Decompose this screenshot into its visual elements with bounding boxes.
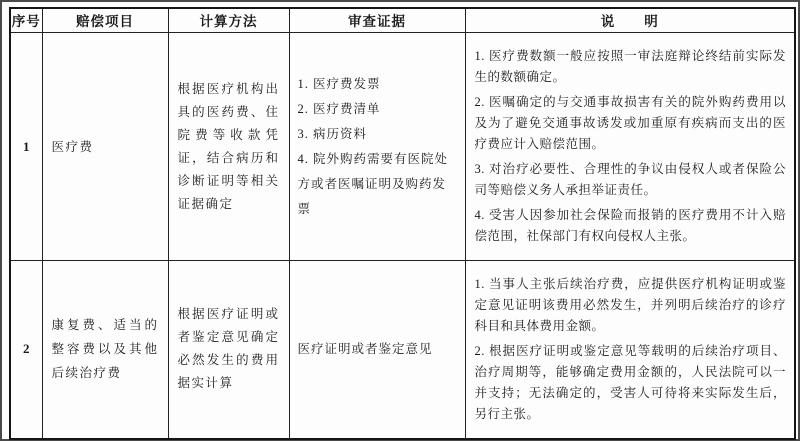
cell-notes <box>465 261 795 439</box>
evidence-list <box>298 72 457 222</box>
cell-notes <box>465 33 795 261</box>
compensation-table <box>9 7 796 440</box>
cell-compensation-item <box>42 33 168 261</box>
table-header-row <box>10 8 795 33</box>
note-paragraph: 2. 医嘱确定的与交通事故损害有关的院外购药费用以及为了避免交通事故诱发或加重原有疾病而支出的医疗费应计入赔偿范围。 <box>474 95 786 151</box>
cell-review-evidence <box>289 33 465 261</box>
note-paragraph: 4. 受害人因参加社会保险而报销的医疗费用不计入赔偿范围，社保部门有权向侵权人主张。 <box>474 208 786 243</box>
evidence-item: 4. 院外购药需要有医院处方或者医嘱证明及购药发票 <box>297 151 449 216</box>
evidence-item: 2. 医疗费清单 <box>297 101 381 116</box>
col-header-method: 计算方法 <box>168 8 289 33</box>
note-paragraph: 2. 根据医疗证明或鉴定意见等载明的后续治疗项目、治疗周期等，能够确定费用金额的，人民法院可以一并支持；无法确定的，受害人可待将来实际发生后，另行主张。 <box>474 343 786 421</box>
cell-compensation-item <box>42 261 168 439</box>
compensation-item-text: 康复费、适当的整容费以及其他后续治疗费 <box>51 318 159 381</box>
notes-list <box>475 46 787 247</box>
evidence-list <box>298 337 457 362</box>
cell-calculation-method <box>168 261 289 439</box>
col-header-notes: 说 明 <box>465 8 795 33</box>
col-header-seq: 序号 <box>10 8 42 33</box>
cell-calculation-method <box>168 33 289 261</box>
evidence-item: 1. 医疗费发票 <box>297 76 381 91</box>
table-row-rehab-fee <box>10 261 795 439</box>
cell-review-evidence <box>289 261 465 439</box>
compensation-item-text: 医疗费 <box>51 139 94 154</box>
col-header-item: 赔偿项目 <box>42 8 168 33</box>
calculation-method-text: 根据医疗证明或者鉴定意见确定必然发生的费用据实计算 <box>177 307 280 391</box>
col-header-evidence: 审查证据 <box>289 8 465 33</box>
note-paragraph: 1. 医疗费数额一般应按照一审法庭辩论终结前实际发生的数额确定。 <box>474 49 786 84</box>
evidence-item: 3. 病历资料 <box>297 126 368 141</box>
cell-seq: 2 <box>10 261 42 439</box>
table-row-medical-fee <box>10 33 795 261</box>
evidence-item: 医疗证明或者鉴定意见 <box>297 341 433 356</box>
calculation-method-text: 根据医疗机构出具的医药费、住院费等收款凭证，结合病历和诊断证明等相关证据确定 <box>177 81 280 211</box>
note-paragraph: 3. 对治疗必要性、合理性的争议由侵权人或者保险公司等赔偿义务人承担举证责任。 <box>474 162 786 197</box>
note-paragraph: 1. 当事人主张后续治疗费，应提供医疗机构证明或鉴定意见证明该费用必然发生，并列明后续治疗的诊疗科目和具体费用金额。 <box>474 276 786 333</box>
cell-seq: 1 <box>10 33 42 261</box>
notes-list <box>475 274 787 425</box>
